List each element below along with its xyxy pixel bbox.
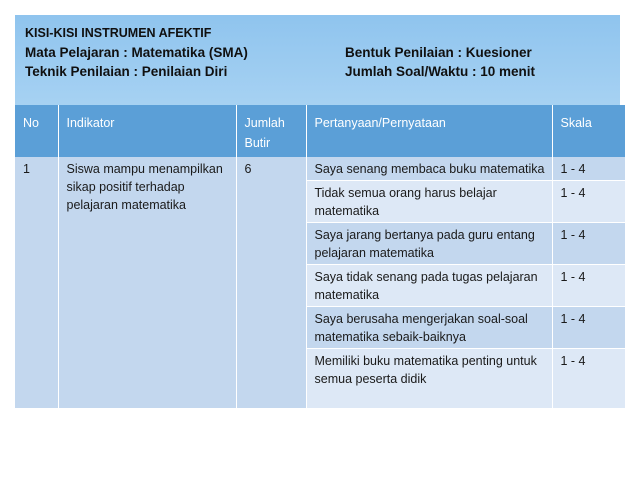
header-line-1 [25,43,610,62]
col-header-no: No [15,105,58,157]
kisi-kisi-table [15,105,626,409]
table-row [15,157,625,181]
cell-skala: 1 - 4 [552,157,625,181]
bentuk-penilaian: Bentuk Penilaian : Kuesioner [345,45,532,60]
cell-skala: 1 - 4 [552,181,625,223]
cell-pernyataan: Memiliki buku matematika penting untuk semua peserta didik [306,349,552,409]
cell-jumlah-butir: 6 [236,157,306,409]
cell-skala: 1 - 4 [552,349,625,409]
cell-indikator: Siswa mampu menampilkan sikap positif terhadap pelajaran matematika [58,157,236,409]
header-title: KISI-KISI INSTRUMEN AFEKTIF [25,26,212,40]
instrument-header [15,15,620,115]
jumlah-soal-waktu: Jumlah Soal/Waktu : 10 menit [345,64,536,79]
cell-no: 1 [15,157,58,409]
header-title-line [25,24,610,43]
header-line-2 [25,62,610,81]
col-header-skala: Skala [552,105,625,157]
teknik-penilaian: Teknik Penilaian : Penilaian Diri [25,64,228,79]
cell-pernyataan: Saya berusaha mengerjakan soal-soal matematika sebaik-baiknya [306,307,552,349]
col-header-jumlah-butir: Jumlah Butir [236,105,306,157]
table-header-row [15,105,625,157]
cell-skala: 1 - 4 [552,307,625,349]
col-header-indikator: Indikator [58,105,236,157]
cell-pernyataan: Tidak semua orang harus belajar matematika [306,181,552,223]
cell-pernyataan: Saya senang membaca buku matematika [306,157,552,181]
cell-skala: 1 - 4 [552,265,625,307]
mata-pelajaran: Mata Pelajaran : Matematika (SMA) [25,45,248,60]
cell-skala: 1 - 4 [552,223,625,265]
cell-pernyataan: Saya tidak senang pada tugas pelajaran matematika [306,265,552,307]
cell-pernyataan: Saya jarang bertanya pada guru entang pelajaran matematika [306,223,552,265]
col-header-pertanyaan: Pertanyaan/Pernyataan [306,105,552,157]
